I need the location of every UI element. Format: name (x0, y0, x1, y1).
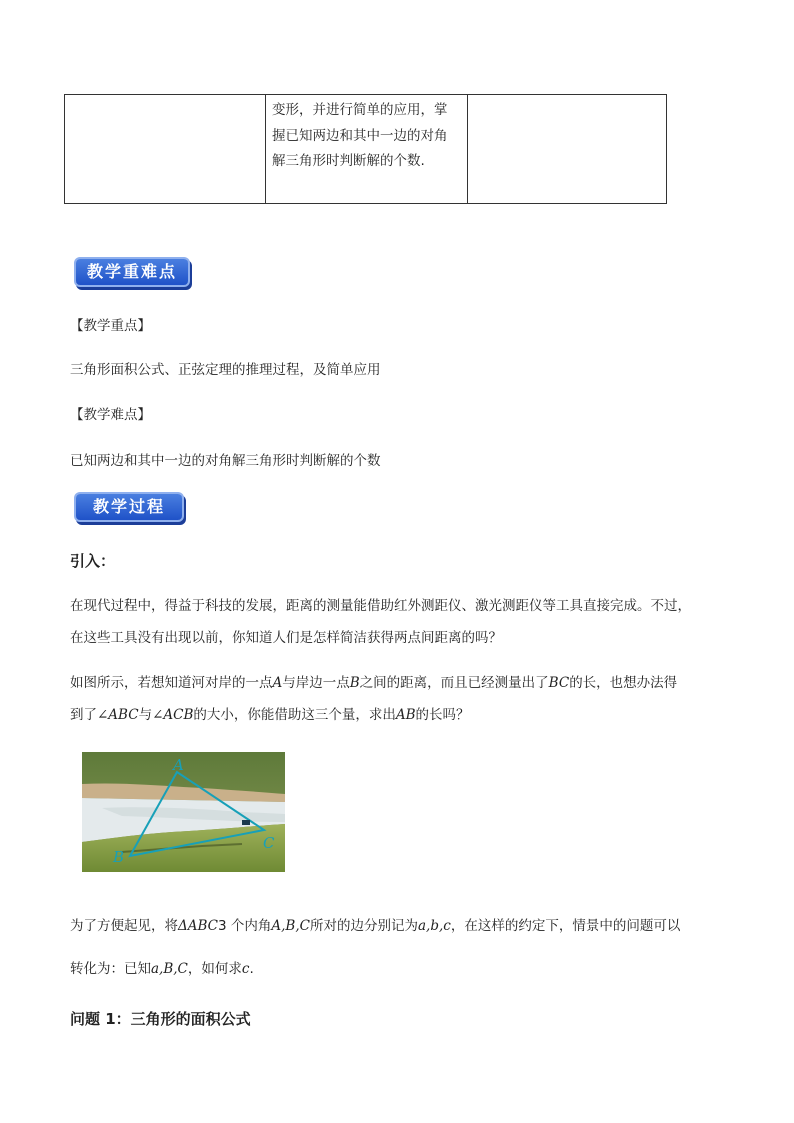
label-b: B (113, 848, 125, 866)
text-run: 的长，也想办法得 (569, 675, 678, 691)
text-run: 与 (138, 707, 153, 723)
math-point-b: B (349, 675, 360, 691)
modern-paragraph-line-2: 在这些工具没有出现以前，你知道人们是怎样简洁获得两点间距离的吗？ (70, 630, 502, 646)
river-triangle-figure (82, 752, 285, 872)
math-variable-c: c (241, 961, 250, 977)
text-run: 的大小，你能借助这三个量，求出 (193, 707, 396, 723)
modern-paragraph-line-1: 在现代过程中，得益于科技的发展，距离的测量能借助红外测距仪、激光测距仪等工具直接完成。不过， (70, 598, 691, 614)
table-cell-empty-left (65, 95, 266, 203)
problem-1-heading: 问题 1：三角形的面积公式 (70, 1010, 251, 1028)
key-points-heading: 【教学重点】 (70, 318, 151, 334)
math-given: a,B,C (151, 961, 188, 977)
table-cell-objective (266, 95, 468, 203)
intro-heading: 引入： (70, 552, 116, 570)
text-run: 所对的边分别记为 (309, 918, 418, 934)
math-sides: a,b,c (417, 918, 451, 934)
section-badge-process: 教学过程 (76, 494, 182, 520)
label-a: A (173, 756, 184, 774)
math-segment-bc: BC (548, 675, 570, 691)
convention-paragraph-line-2 (70, 957, 254, 977)
math-angles: A,B,C (271, 918, 310, 934)
text-run: 的长吗？ (415, 707, 470, 723)
text-run: 转化为：已知 (70, 961, 151, 977)
label-c: C (263, 834, 275, 852)
text-run: . (249, 961, 254, 977)
text-run: 之间的距离，而且已经测量出了 (359, 675, 549, 691)
math-angle-acb: ∠ACB (152, 707, 194, 723)
math-point-a: A (272, 675, 283, 691)
section-badge-key-difficult: 教学重难点 (76, 259, 188, 285)
table-cell-empty-right (468, 95, 666, 203)
question-paragraph-line-2 (70, 703, 470, 723)
math-angle-abc: ∠ABC (97, 707, 139, 723)
point-c-marker (242, 820, 250, 825)
key-points-text: 三角形面积公式、正弦定理的推理过程，及简单应用 (70, 362, 381, 378)
text-run: ，如何求 (187, 961, 242, 977)
math-triangle-abc: ΔABC (178, 918, 218, 934)
text-run: 与岸边一点 (282, 675, 350, 691)
objectives-table (64, 94, 667, 204)
text-run: 如图所示，若想知道河对岸的一点 (70, 675, 273, 691)
difficult-points-heading: 【教学难点】 (70, 407, 151, 423)
text-run: ，在这样的约定下，情景中的问题可以 (450, 918, 681, 934)
question-paragraph-line-1 (70, 671, 677, 691)
river-scene-svg (82, 752, 285, 872)
difficult-points-text: 已知两边和其中一边的对角解三角形时判断解的个数 (70, 453, 381, 469)
table-line-1: 变形，并进行简单的应用，掌 (272, 102, 448, 118)
text-run: 为了方便起见，将 (70, 918, 178, 934)
table-line-2: 握已知两边和其中一边的对角 (272, 127, 448, 144)
text-run: 3 个内角 (218, 918, 272, 934)
table-line-3: 解三角形时判断解的个数. (272, 153, 425, 169)
text-run: 到了 (70, 707, 97, 723)
convention-paragraph-line-1 (70, 914, 680, 934)
math-segment-ab: AB (395, 707, 416, 723)
